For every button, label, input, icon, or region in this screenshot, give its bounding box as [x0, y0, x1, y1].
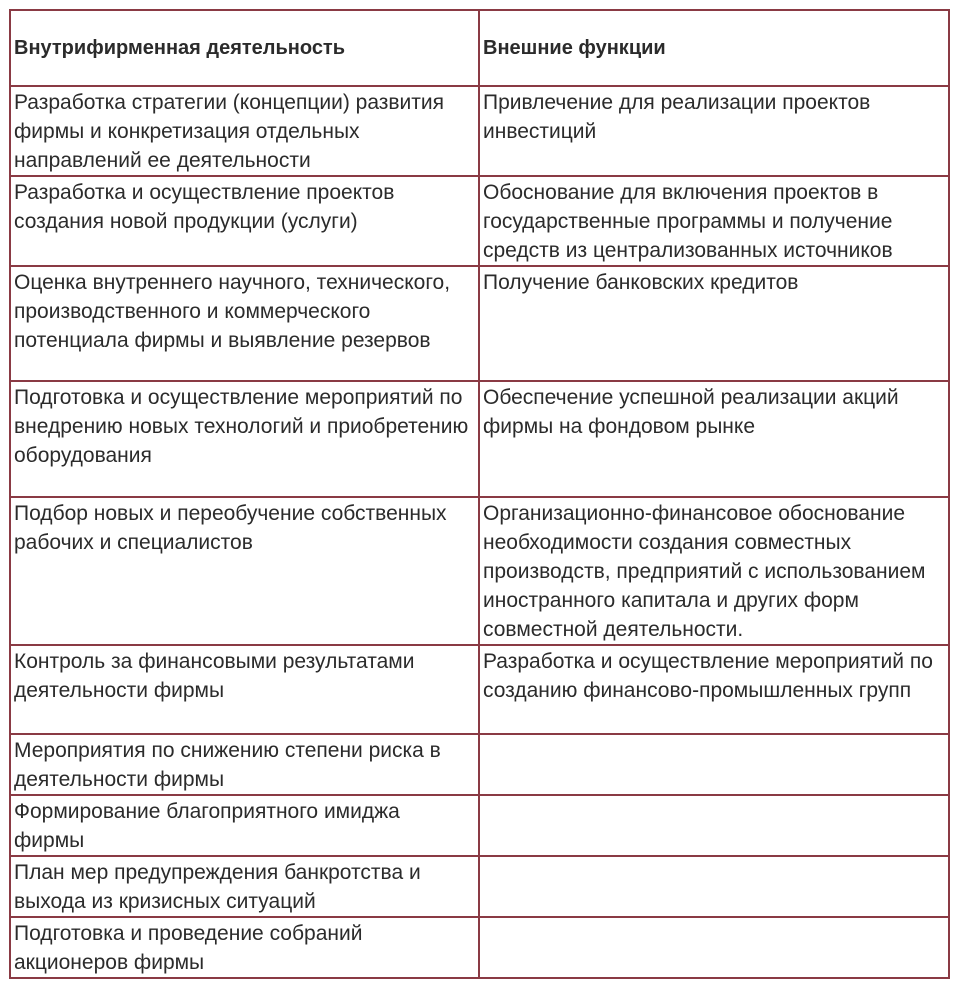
- table-row: [10, 86, 949, 176]
- table-row: [10, 856, 949, 917]
- cell-internal: Подготовка и проведение собраний акционеров фирмы: [10, 917, 479, 978]
- cell-external: Обеспечение успешной реализации акций фирмы на фондовом рынке: [479, 381, 949, 497]
- cell-external-empty: [479, 917, 949, 978]
- cell-internal: Оценка внутреннего научного, технического, производственного и коммерческого потенциала фирмы и выявление резервов: [10, 266, 479, 381]
- cell-external: Получение банковских кредитов: [479, 266, 949, 381]
- header-internal-activity: Внутрифирменная деятельность: [10, 10, 479, 86]
- cell-external: Организационно-финансовое обоснование необходимости создания совместных производств, предприятий с использованием иностранного капитала и других форм совместной деятельности.: [479, 497, 949, 645]
- table-row: [10, 381, 949, 497]
- cell-external-empty: [479, 795, 949, 856]
- cell-internal: Подготовка и осуществление мероприятий по внедрению новых технологий и приобретению оборудования: [10, 381, 479, 497]
- cell-external: Разработка и осуществление мероприятий по созданию финансово-промышленных групп: [479, 645, 949, 734]
- document-page: [9, 9, 948, 979]
- cell-internal: Контроль за финансовыми результатами деятельности фирмы: [10, 645, 479, 734]
- cell-internal: План мер предупреждения банкротства и выхода из кризисных ситуаций: [10, 856, 479, 917]
- table-header-row: [10, 10, 949, 86]
- table-row: [10, 795, 949, 856]
- cell-internal: Подбор новых и переобучение собственных рабочих и специалистов: [10, 497, 479, 645]
- cell-internal: Разработка и осуществление проектов создания новой продукции (услуги): [10, 176, 479, 266]
- cell-external-empty: [479, 856, 949, 917]
- table-row: [10, 176, 949, 266]
- cell-internal: Мероприятия по снижению степени риска в деятельности фирмы: [10, 734, 479, 795]
- functions-table: [9, 9, 950, 979]
- table-row: [10, 266, 949, 381]
- table-row: [10, 645, 949, 734]
- cell-external: Обоснование для включения проектов в государственные программы и получение средств из централизованных источников: [479, 176, 949, 266]
- table-row: [10, 917, 949, 978]
- table-row: [10, 497, 949, 645]
- cell-external-empty: [479, 734, 949, 795]
- cell-internal: Разработка стратегии (концепции) развития фирмы и конкретизация отдельных направлений ее деятельности: [10, 86, 479, 176]
- cell-external: Привлечение для реализации проектов инвестиций: [479, 86, 949, 176]
- header-external-functions: Внешние функции: [479, 10, 949, 86]
- cell-internal: Формирование благоприятного имиджа фирмы: [10, 795, 479, 856]
- table-row: [10, 734, 949, 795]
